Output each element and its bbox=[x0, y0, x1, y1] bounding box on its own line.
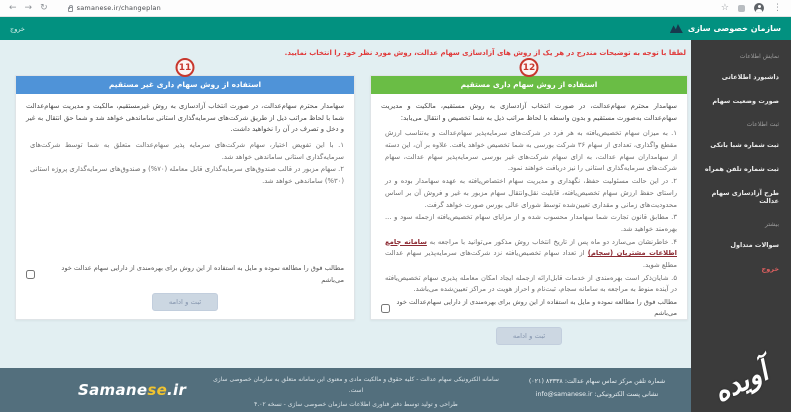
sidebar bbox=[691, 40, 791, 412]
sidebar-item-faq[interactable]: سوالات متداول bbox=[730, 241, 779, 249]
card-indirect-body bbox=[16, 94, 354, 319]
card-indirect-consent-row bbox=[26, 263, 344, 286]
sidebar-item-mobile-number[interactable]: ثبت شماره تلفن همراه bbox=[704, 165, 779, 173]
card-indirect-consent-label: مطالب فوق را مطالعه نموده و مایل به استفاده از این روش برای بهره‌مندی از دارایی سهام عدالت خود می‌باشم bbox=[61, 264, 344, 284]
card-direct-items bbox=[381, 128, 677, 297]
list-item: ۳. مطابق قانون تجارت شما سهامدار محسوب شده و از مزایای سهام تخصیص‌یافته ازجمله سود و ... بهره‌مند خواهید شد. bbox=[385, 213, 677, 233]
brand-text: Samane bbox=[78, 381, 148, 399]
list-item: ۲. در این حالت مسئولیت حفظ، نگهداری و مدیریت سهام اختصاص‌یافته به عهده سهامدار بوده و در راستای حفظ ارزش سهام تخصیص‌یافته، قابلیت نقل‌وانتقال سهام مزبور به غیر و فروش آن بر اساس محدودیت‌های زمانی و مقداری تعیین‌شده توسط شورای عالی بورس صورت خواهد گرفت. bbox=[385, 177, 677, 209]
selection-notice: لطفا با توجه به توضیحات مندرج در هر یک از روش های آزادسازی سهام عدالت، روش مورد نظر خود را انتخاب نمایید. bbox=[284, 49, 686, 57]
card-direct-consent-label: مطالب فوق را مطالعه نموده و مایل به استفاده از این روش برای بهره‌مندی از دارایی سهام‌عدالت خود می‌باشم bbox=[396, 298, 677, 318]
list-item: ۵. شایان‌ذکر است بهره‌مندی از خدمات قابل‌ارائه ازجمله ایجاد امکان معامله پذیری سهام تخصیص‌یافته در آینده منوط به مراجعه به سامانه سجام، ثبت‌نام و احراز هویت در مراکز تعیین‌شده می‌باشد. bbox=[385, 273, 677, 294]
card-indirect-consent-checkbox[interactable] bbox=[26, 270, 35, 279]
card-direct-body bbox=[371, 94, 687, 353]
sidebar-item-dashboard[interactable]: داشبورد اطلاعاتی bbox=[721, 73, 779, 81]
list-item: ۱. به میزان سهام تخصیص‌یافته به هر فرد در شرکت‌های سرمایه‌پذیر سهام‌عدالت و به‌تناسب ارزش مقطع واگذاری، تعدادی از سهام ۳۶ شرکت بورسی به شما تخصیص خواهد یافت. علاوه بر آن، این دسته از سهامداران سهام عدالت، به ازای سهام شرکت‌های غیر بورسی سرمایه‌پذیر سهام عدالت، سهام شرکت‌های سرمایه‌گذاری استانی را نیز دریافت خواهند نمود. bbox=[385, 129, 677, 173]
brand-accent-text: se bbox=[147, 381, 168, 399]
menu-dots-icon[interactable]: ⋮ bbox=[773, 2, 782, 13]
card-direct-number-badge: 12 bbox=[520, 58, 539, 77]
main-content bbox=[0, 40, 691, 368]
list-item-text: ۴. خاطرنشان می‌سازد دو ماه پس از تاریخ انتخاب روش مذکور می‌توانید با مراجعه به bbox=[426, 237, 678, 246]
card-direct-consent-row bbox=[381, 297, 677, 320]
refresh-icon[interactable]: ↻ bbox=[40, 2, 48, 13]
watermark-signature: آویده bbox=[708, 356, 774, 409]
footer-version-text: طراحی و تولید توسط دفتر فناوری اطلاعات سازمان خصوصی سازی - نسخه ۴.۰۲ bbox=[254, 400, 458, 408]
url-text[interactable]: samanese.ir/changeplan bbox=[76, 4, 161, 12]
footer bbox=[0, 368, 691, 412]
forward-icon[interactable]: → bbox=[24, 2, 33, 13]
sidebar-item-sheba-number[interactable]: ثبت شماره شبا بانکی bbox=[710, 141, 779, 149]
card-direct-intro: سهامدار محترم سهام‌عدالت، در صورت انتخاب آزادسازی به روش مستقیم، مالکیت و مدیریت سهام‌عدالت به‌صورت مستقیم و بدون واسطه با لحاظ مراتب ذیل به شما تخصیص و انتقال می‌یابد: bbox=[381, 102, 677, 122]
list-item-text: از تعداد سهام تخصیص‌یافته نزد شرکت‌های سرمایه‌پذیر سهام عدالت مطلع شوید. bbox=[385, 249, 677, 269]
card-direct-method bbox=[370, 62, 688, 340]
card-indirect-title: استفاده از روش سهام داری غیر مستقیم bbox=[16, 76, 354, 94]
list-item: ۱. با این تفویض اختیار، سهام شرکت‌های سرمایه پذیر سهام‌عدالت متعلق به شما توسط شرکت‌های سرمایه‌گذاری استانی ساماندهی خواهد شد. bbox=[30, 141, 344, 161]
sidebar-section-more: بیشتر bbox=[765, 221, 779, 228]
footer-rights-block bbox=[206, 375, 506, 410]
sejam-link[interactable]: سامانه جامع اطلاعات مشتریان (سجام) bbox=[385, 237, 677, 258]
footer-email: نشانی پست الکترونیکی: info@samanese.ir bbox=[535, 390, 659, 398]
list-item: ۲. سهام مزبور در قالب صندوق‌های سرمایه‌گذاری قابل معامله (۷۰%) و صندوق‌های سرمایه‌گذاری پروژه استانی (۳۰%) ساماندهی خواهد شد. bbox=[30, 165, 344, 186]
card-direct-title: استفاده از روش سهام داری مستقیم bbox=[371, 76, 687, 94]
list-item bbox=[385, 237, 677, 272]
card-indirect-items bbox=[26, 140, 344, 189]
bookmark-star-icon[interactable]: ☆ bbox=[720, 2, 729, 13]
profile-icon[interactable] bbox=[754, 3, 764, 13]
header-logout-link[interactable]: خروج bbox=[10, 24, 25, 33]
card-indirect-method bbox=[15, 62, 355, 320]
footer-contact-block bbox=[511, 376, 683, 401]
org-brand bbox=[670, 24, 781, 33]
card-direct-submit-button[interactable]: ثبت و ادامه bbox=[496, 327, 562, 345]
back-icon[interactable]: ← bbox=[9, 2, 17, 13]
card-direct-consent-checkbox[interactable] bbox=[381, 304, 390, 313]
address-bar[interactable] bbox=[68, 4, 713, 12]
org-name: سازمان خصوصی سازی bbox=[687, 24, 781, 33]
footer-rights-text: سامانه الکترونیکی سهام عدالت - کلیه حقوق و مالکیت مادی و معنوی این سامانه متعلق به سازمان خصوصی سازی است. bbox=[213, 376, 499, 394]
card-indirect-intro: سهامدار محترم سهام‌عدالت، در صورت انتخاب آزادسازی به روش غیرمستقیم، مالکیت و مدیریت سهام‌عدالت شما با لحاظ مراتب ذیل از طریق شرکت‌های سرمایه‌گذاری استانی ساماندهی خواهد شد و شما حق انتقال به غیر و دخل و تصرف در آن را نخواهید داشت. bbox=[26, 102, 344, 134]
sidebar-item-stock-status[interactable]: صورت وضعیت سهام bbox=[712, 97, 779, 105]
extension-icon[interactable] bbox=[738, 5, 745, 12]
card-indirect-number-badge: 11 bbox=[176, 58, 195, 77]
footer-brand-logo bbox=[78, 381, 186, 399]
sidebar-section-display-info: نمایش اطلاعات bbox=[739, 53, 779, 60]
org-logo-icon bbox=[670, 24, 683, 33]
brand-tld-text: .ir bbox=[167, 381, 187, 399]
card-indirect-submit-button[interactable]: ثبت و ادامه bbox=[152, 293, 218, 311]
sidebar-item-logout[interactable]: خروج bbox=[761, 265, 779, 273]
lock-icon bbox=[68, 7, 73, 12]
app-header bbox=[0, 17, 791, 40]
sidebar-item-liberation-plan[interactable]: طرح آزادسازی سهام عدالت bbox=[711, 189, 779, 205]
footer-phone: شماره تلفن مرکز تماس سهام عدالت: ۸۳۳۳۸ (۰۲۱) bbox=[528, 378, 666, 385]
sidebar-section-register-info: ثبت اطلاعات bbox=[746, 121, 779, 128]
browser-bar bbox=[0, 0, 791, 17]
